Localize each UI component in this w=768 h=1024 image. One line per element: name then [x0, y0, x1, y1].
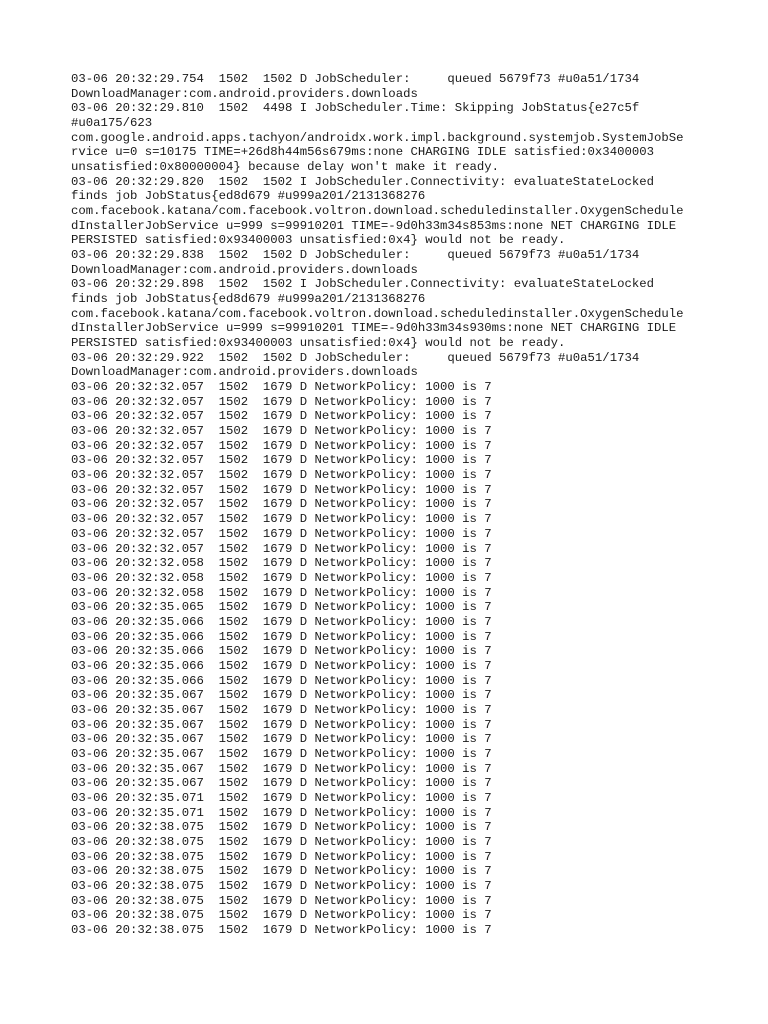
log-line: 03-06 20:32:32.057 1502 1679 D NetworkPolicy: 1000 is 7: [71, 497, 492, 512]
log-line: PERSISTED satisfied:0x93400003 unsatisfied:0x4} would not be ready.: [71, 233, 566, 248]
log-line: 03-06 20:32:38.075 1502 1679 D NetworkPolicy: 1000 is 7: [71, 878, 492, 893]
log-line: finds job JobStatus{ed8d679 #u999a201/2131368276: [71, 292, 426, 307]
log-line: dInstallerJobService u=999 s=99910201 TIME=-9d0h33m34s853ms:none NET CHARGING IDLE: [71, 218, 677, 233]
log-line: 03-06 20:32:35.066 1502 1679 D NetworkPolicy: 1000 is 7: [71, 673, 492, 688]
log-line: 03-06 20:32:35.066 1502 1679 D NetworkPolicy: 1000 is 7: [71, 629, 492, 644]
log-line: 03-06 20:32:32.058 1502 1679 D NetworkPolicy: 1000 is 7: [71, 585, 492, 600]
log-line: dInstallerJobService u=999 s=99910201 TIME=-9d0h33m34s930ms:none NET CHARGING IDLE: [71, 321, 677, 336]
log-line: 03-06 20:32:38.075 1502 1679 D NetworkPolicy: 1000 is 7: [71, 849, 492, 864]
log-line: 03-06 20:32:32.057 1502 1679 D NetworkPolicy: 1000 is 7: [71, 394, 492, 409]
log-line: 03-06 20:32:32.057 1502 1679 D NetworkPolicy: 1000 is 7: [71, 380, 492, 395]
log-line: rvice u=0 s=10175 TIME=+26d8h44m56s679ms:none CHARGING IDLE satisfied:0x3400003: [71, 145, 654, 160]
log-line: 03-06 20:32:38.075 1502 1679 D NetworkPolicy: 1000 is 7: [71, 922, 492, 937]
log-line: 03-06 20:32:35.065 1502 1679 D NetworkPolicy: 1000 is 7: [71, 600, 492, 615]
log-line: 03-06 20:32:35.066 1502 1679 D NetworkPolicy: 1000 is 7: [71, 644, 492, 659]
log-line: 03-06 20:32:38.075 1502 1679 D NetworkPolicy: 1000 is 7: [71, 820, 492, 835]
log-line: 03-06 20:32:29.754 1502 1502 D JobScheduler: queued 5679f73 #u0a51/1734: [71, 72, 640, 86]
log-line: 03-06 20:32:32.057 1502 1679 D NetworkPolicy: 1000 is 7: [71, 482, 492, 497]
log-line: DownloadManager:com.android.providers.downloads: [71, 86, 418, 101]
log-line: 03-06 20:32:32.058 1502 1679 D NetworkPolicy: 1000 is 7: [71, 570, 492, 585]
log-line: unsatisfied:0x80000004} because delay won't make it ready.: [71, 160, 500, 175]
log-line: 03-06 20:32:35.071 1502 1679 D NetworkPolicy: 1000 is 7: [71, 790, 492, 805]
log-line: 03-06 20:32:32.057 1502 1679 D NetworkPolicy: 1000 is 7: [71, 526, 492, 541]
log-line: com.facebook.katana/com.facebook.voltron.download.scheduledinstaller.OxygenSchedule: [71, 204, 684, 219]
log-line: 03-06 20:32:35.067 1502 1679 D NetworkPolicy: 1000 is 7: [71, 776, 492, 791]
log-line: 03-06 20:32:35.071 1502 1679 D NetworkPolicy: 1000 is 7: [71, 805, 492, 820]
log-line: 03-06 20:32:32.058 1502 1679 D NetworkPolicy: 1000 is 7: [71, 556, 492, 571]
log-line: #u0a175/623: [71, 116, 153, 131]
log-line: 03-06 20:32:38.075 1502 1679 D NetworkPolicy: 1000 is 7: [71, 908, 492, 923]
log-line: com.facebook.katana/com.facebook.voltron.download.scheduledinstaller.OxygenSchedule: [71, 306, 684, 321]
log-line: 03-06 20:32:29.838 1502 1502 D JobScheduler: queued 5679f73 #u0a51/1734: [71, 248, 640, 263]
log-line: 03-06 20:32:32.057 1502 1679 D NetworkPolicy: 1000 is 7: [71, 512, 492, 527]
log-line: 03-06 20:32:32.057 1502 1679 D NetworkPolicy: 1000 is 7: [71, 468, 492, 483]
log-line: 03-06 20:32:35.067 1502 1679 D NetworkPolicy: 1000 is 7: [71, 717, 492, 732]
log-line: 03-06 20:32:38.075 1502 1679 D NetworkPolicy: 1000 is 7: [71, 864, 492, 879]
log-line: DownloadManager:com.android.providers.downloads: [71, 365, 418, 380]
log-line: 03-06 20:32:29.810 1502 4498 I JobScheduler.Time: Skipping JobStatus{e27c5f: [71, 101, 640, 116]
log-line: com.google.android.apps.tachyon/androidx.work.impl.background.systemjob.SystemJobSe: [71, 130, 684, 145]
log-line: 03-06 20:32:35.067 1502 1679 D NetworkPolicy: 1000 is 7: [71, 688, 492, 703]
log-line: DownloadManager:com.android.providers.downloads: [71, 262, 418, 277]
log-line: PERSISTED satisfied:0x93400003 unsatisfied:0x4} would not be ready.: [71, 336, 566, 351]
log-line: 03-06 20:32:35.067 1502 1679 D NetworkPolicy: 1000 is 7: [71, 746, 492, 761]
log-line: 03-06 20:32:32.057 1502 1679 D NetworkPolicy: 1000 is 7: [71, 424, 492, 439]
log-line: 03-06 20:32:35.067 1502 1679 D NetworkPolicy: 1000 is 7: [71, 702, 492, 717]
log-line: 03-06 20:32:29.922 1502 1502 D JobScheduler: queued 5679f73 #u0a51/1734: [71, 350, 640, 365]
log-line: finds job JobStatus{ed8d679 #u999a201/2131368276: [71, 189, 426, 204]
log-line: 03-06 20:32:29.898 1502 1502 I JobScheduler.Connectivity: evaluateStateLocked: [71, 277, 654, 292]
log-line: 03-06 20:32:32.057 1502 1679 D NetworkPolicy: 1000 is 7: [71, 409, 492, 424]
log-line: 03-06 20:32:35.067 1502 1679 D NetworkPolicy: 1000 is 7: [71, 761, 492, 776]
log-text-block: [71, 72, 751, 938]
log-line: 03-06 20:32:38.075 1502 1679 D NetworkPolicy: 1000 is 7: [71, 834, 492, 849]
log-line: 03-06 20:32:32.057 1502 1679 D NetworkPolicy: 1000 is 7: [71, 453, 492, 468]
log-line: 03-06 20:32:35.067 1502 1679 D NetworkPolicy: 1000 is 7: [71, 732, 492, 747]
log-line: 03-06 20:32:35.066 1502 1679 D NetworkPolicy: 1000 is 7: [71, 614, 492, 629]
log-line: 03-06 20:32:38.075 1502 1679 D NetworkPolicy: 1000 is 7: [71, 893, 492, 908]
log-line: 03-06 20:32:32.057 1502 1679 D NetworkPolicy: 1000 is 7: [71, 438, 492, 453]
log-line: 03-06 20:32:35.066 1502 1679 D NetworkPolicy: 1000 is 7: [71, 658, 492, 673]
log-line: 03-06 20:32:29.820 1502 1502 I JobScheduler.Connectivity: evaluateStateLocked: [71, 174, 654, 189]
log-line: 03-06 20:32:32.057 1502 1679 D NetworkPolicy: 1000 is 7: [71, 541, 492, 556]
